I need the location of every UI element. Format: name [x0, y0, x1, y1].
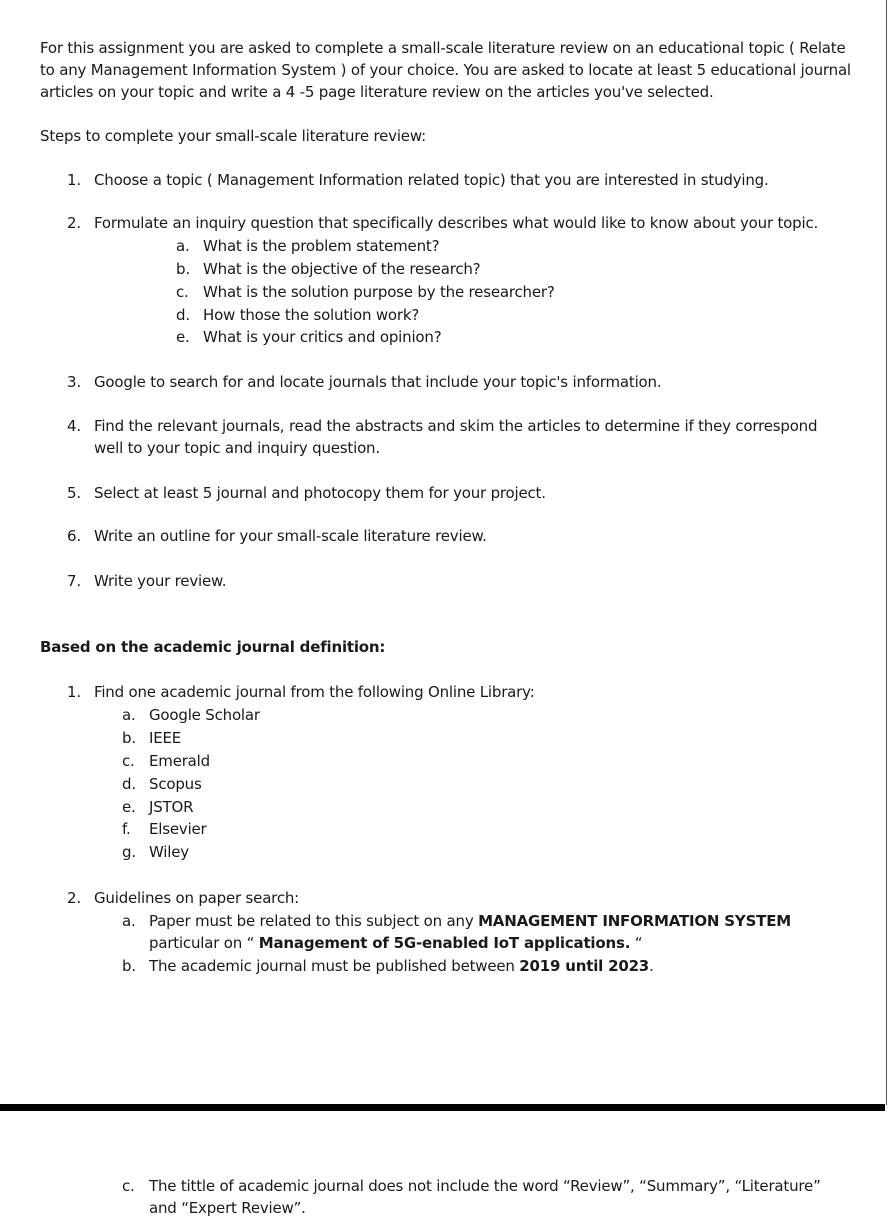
step-number: 1.	[67, 171, 81, 189]
substep-text: What is your critics and opinion?	[203, 328, 442, 346]
substep-letter: e.	[176, 328, 190, 346]
library-name: Emerald	[149, 752, 210, 770]
library-name: IEEE	[149, 729, 182, 747]
guideline-c-line-2: and “Expert Review”.	[149, 1199, 306, 1217]
step-number: 4.	[67, 417, 81, 435]
substep-text: What is the solution purpose by the researcher?	[203, 283, 555, 301]
page-break-divider	[0, 1104, 885, 1111]
library-letter: d.	[122, 775, 136, 793]
step-text: Google to search for and locate journals that include your topic's information.	[94, 373, 662, 391]
guideline-letter: c.	[122, 1177, 135, 1195]
item-text: Find one academic journal from the following Online Library:	[94, 683, 535, 701]
item-text: Guidelines on paper search:	[94, 889, 300, 907]
substep-letter: d.	[176, 306, 190, 324]
guideline-text: Paper must be related to this subject on any	[149, 912, 479, 930]
guideline-letter: a.	[122, 912, 136, 930]
step-text: Find the relevant journals, read the abstracts and skim the articles to determine if they correspond	[94, 417, 818, 435]
library-letter: b.	[122, 729, 136, 747]
guideline-letter: b.	[122, 957, 136, 975]
step-number: 2.	[67, 214, 81, 232]
guideline-emphasis: Management of 5G-enabled IoT applications.	[258, 934, 631, 952]
guideline-text: “	[630, 934, 643, 952]
library-name: JSTOR	[149, 798, 194, 816]
step-text: Choose a topic ( Management Information related topic) that you are interested in studying.	[94, 171, 769, 189]
step-text-continued: well to your topic and inquiry question.	[94, 439, 380, 457]
step-text: Write an outline for your small-scale literature review.	[94, 527, 487, 545]
guideline-b	[149, 956, 654, 976]
library-name: Elsevier	[149, 820, 207, 838]
substep-letter: a.	[176, 237, 190, 255]
substep-text: What is the problem statement?	[203, 237, 440, 255]
substep-text: What is the objective of the research?	[203, 260, 481, 278]
guideline-emphasis: 2019 until 2023	[519, 957, 650, 975]
library-name: Wiley	[149, 843, 189, 861]
guideline-text: The academic journal must be published between	[149, 957, 520, 975]
library-name: Scopus	[149, 775, 202, 793]
library-letter: e.	[122, 798, 136, 816]
intro-line-3: articles on your topic and write a 4 -5 page literature review on the articles you've selected.	[40, 83, 714, 101]
item-number: 2.	[67, 889, 81, 907]
intro-line-1: For this assignment you are asked to complete a small-scale literature review on an educational topic ( Relate	[40, 39, 846, 57]
step-text: Formulate an inquiry question that specifically describes what would like to know about your topic.	[94, 214, 819, 232]
library-letter: c.	[122, 752, 135, 770]
guideline-a-line-2	[149, 933, 642, 953]
guideline-c-line-1: The tittle of academic journal does not include the word “Review”, “Summary”, “Literature”	[149, 1177, 821, 1195]
guideline-text: particular on “	[149, 934, 259, 952]
page-edge-line	[886, 0, 887, 1105]
guideline-text: .	[649, 957, 654, 975]
substep-letter: c.	[176, 283, 189, 301]
library-letter: f.	[122, 820, 131, 838]
intro-line-2: to any Management Information System ) of your choice. You are asked to locate at least 5 educational journal	[40, 61, 851, 79]
step-number: 6.	[67, 527, 81, 545]
library-letter: g.	[122, 843, 136, 861]
step-number: 3.	[67, 373, 81, 391]
step-number: 7.	[67, 572, 81, 590]
item-number: 1.	[67, 683, 81, 701]
library-name: Google Scholar	[149, 706, 260, 724]
steps-heading: Steps to complete your small-scale literature review:	[40, 127, 426, 145]
section-heading: Based on the academic journal definition:	[40, 638, 386, 656]
substep-letter: b.	[176, 260, 190, 278]
step-text: Write your review.	[94, 572, 227, 590]
guideline-emphasis: MANAGEMENT INFORMATION SYSTEM	[478, 912, 791, 930]
guideline-a-line-1	[149, 911, 791, 931]
substep-text: How those the solution work?	[203, 306, 420, 324]
library-letter: a.	[122, 706, 136, 724]
step-number: 5.	[67, 484, 81, 502]
step-text: Select at least 5 journal and photocopy them for your project.	[94, 484, 546, 502]
